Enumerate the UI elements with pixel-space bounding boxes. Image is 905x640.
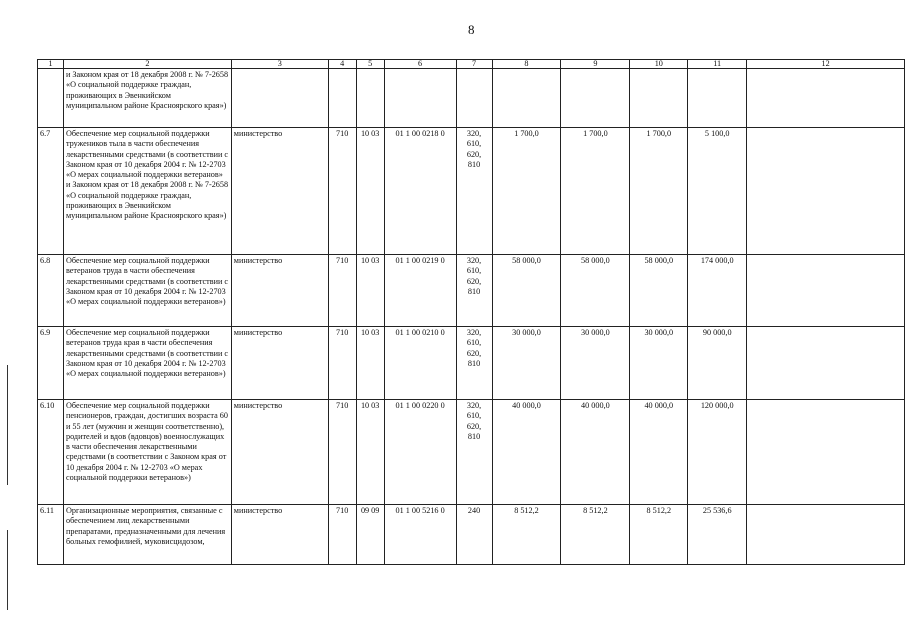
row-executor: министерство: [231, 255, 328, 327]
table-row: [38, 400, 905, 505]
row-name: Обеспечение мер социальной поддержки пенсионеров, граждан, достигших возраста 60 и 55 лет (мужчин и женщин соответственно), родителей и вдов (вдовцов) военнослужащих в части обеспечения лекарственными средствами (в соответствии с Законом края от 10 декабря 2004 г. № 12-2703 «О мерах социальной поддержки ветеранов»): [63, 400, 231, 505]
row-value-col10: 58 000,0: [630, 255, 688, 327]
row-value-col8: 30 000,0: [492, 327, 561, 400]
row-value-col10: 8 512,2: [630, 505, 688, 565]
row-rzpr: 10 03: [356, 327, 384, 400]
vr-code: 320,: [466, 328, 482, 337]
column-header: 10: [630, 60, 688, 69]
row-grbs: 710: [328, 128, 356, 255]
row-executor: министерство: [231, 128, 328, 255]
row-vr: [456, 400, 492, 505]
row-value-col8: [492, 69, 561, 128]
margin-line-lower: [7, 530, 8, 610]
row-value-col9: 58 000,0: [561, 255, 630, 327]
column-header: 6: [384, 60, 456, 69]
vr-code: 620,: [466, 276, 482, 286]
row-vr: [456, 128, 492, 255]
row-number: 6.9: [38, 327, 64, 400]
column-header: 8: [492, 60, 561, 69]
row-rzpr: 10 03: [356, 400, 384, 505]
vr-code: 620,: [466, 421, 482, 431]
row-value-col11: 25 536,6: [688, 505, 747, 565]
budget-table: [37, 59, 905, 565]
row-csr: 01 1 00 0219 0: [384, 255, 456, 327]
row-value-col12: [747, 69, 905, 128]
row-value-col10: [630, 69, 688, 128]
row-name: Обеспечение мер социальной поддержки ветеранов труда края в части обеспечения лекарственными средствами (в соответствии с Законом края от 10 декабря 2004 г. № 12-2703 «О мерах социальной поддержки ветеранов»): [63, 327, 231, 400]
vr-code: 610,: [466, 338, 482, 348]
vr-code: 810: [467, 358, 481, 368]
row-csr: 01 1 00 0210 0: [384, 327, 456, 400]
row-csr: 01 1 00 5216 0: [384, 505, 456, 565]
row-value-col8: 1 700,0: [492, 128, 561, 255]
row-vr: [456, 505, 492, 565]
row-executor: министерство: [231, 400, 328, 505]
row-grbs: 710: [328, 505, 356, 565]
row-value-col9: 8 512,2: [561, 505, 630, 565]
vr-code: 620,: [466, 348, 482, 358]
vr-code: 620,: [466, 149, 482, 159]
vr-code: 610,: [466, 411, 482, 421]
vr-code: 320,: [466, 256, 482, 265]
row-grbs: 710: [328, 255, 356, 327]
vr-code: 810: [467, 159, 481, 169]
table-row: [38, 255, 905, 327]
column-header: 4: [328, 60, 356, 69]
row-rzpr: 09 09: [356, 505, 384, 565]
vr-code: 240: [467, 506, 481, 515]
row-executor: министерство: [231, 505, 328, 565]
vr-code: 610,: [466, 139, 482, 149]
header-row: [38, 60, 905, 69]
row-value-col12: [747, 400, 905, 505]
row-number: 6.11: [38, 505, 64, 565]
table-row: [38, 128, 905, 255]
row-value-col11: 174 000,0: [688, 255, 747, 327]
row-executor: [231, 69, 328, 128]
column-header: 2: [63, 60, 231, 69]
row-value-col12: [747, 505, 905, 565]
table-row: [38, 505, 905, 565]
column-header: 11: [688, 60, 747, 69]
row-csr: [384, 69, 456, 128]
row-value-col9: 40 000,0: [561, 400, 630, 505]
row-name: и Законом края от 18 декабря 2008 г. № 7-2658 «О социальной поддержке граждан, проживающих в Эвенкийском муниципальном районе Красноярского края»): [63, 69, 231, 128]
row-name: Организационные мероприятия, связанные с обеспечением лиц лекарственными препаратами, предназначенными для лечения больных гемофилией, муковисцидозом,: [63, 505, 231, 565]
row-rzpr: [356, 69, 384, 128]
row-rzpr: 10 03: [356, 128, 384, 255]
row-value-col11: 5 100,0: [688, 128, 747, 255]
row-number: 6.10: [38, 400, 64, 505]
row-value-col8: 58 000,0: [492, 255, 561, 327]
row-name: Обеспечение мер социальной поддержки тружеников тыла в части обеспечения лекарственными средствами (в соответствии с Законом края от 10 декабря 2004 г. № 12-2703 «О мерах социальной поддержки ветеранов» и Законом края от 18 декабря 2008 г. № 7-2658 «О социальной поддержке граждан, проживающих в Эвенкийском муниципальном районе Красноярского края»): [63, 128, 231, 255]
table-row: [38, 69, 905, 128]
column-header: 1: [38, 60, 64, 69]
row-value-col12: [747, 255, 905, 327]
row-vr: [456, 327, 492, 400]
row-value-col10: 40 000,0: [630, 400, 688, 505]
row-value-col9: [561, 69, 630, 128]
vr-code: 320,: [466, 401, 482, 410]
column-header: 5: [356, 60, 384, 69]
vr-code: 810: [467, 431, 481, 441]
row-csr: 01 1 00 0218 0: [384, 128, 456, 255]
row-number: 6.8: [38, 255, 64, 327]
row-value-col11: 120 000,0: [688, 400, 747, 505]
row-grbs: [328, 69, 356, 128]
page-number: 8: [468, 22, 475, 37]
row-number: 6.7: [38, 128, 64, 255]
row-value-col12: [747, 327, 905, 400]
row-value-col12: [747, 128, 905, 255]
column-header: 9: [561, 60, 630, 69]
row-value-col11: [688, 69, 747, 128]
vr-code: 810: [467, 286, 481, 296]
column-header: 7: [456, 60, 492, 69]
row-vr: [456, 255, 492, 327]
row-grbs: 710: [328, 327, 356, 400]
row-value-col8: 8 512,2: [492, 505, 561, 565]
row-value-col8: 40 000,0: [492, 400, 561, 505]
row-number: [38, 69, 64, 128]
row-value-col10: 30 000,0: [630, 327, 688, 400]
column-header: 12: [747, 60, 905, 69]
row-grbs: 710: [328, 400, 356, 505]
row-name: Обеспечение мер социальной поддержки ветеранов труда в части обеспечения лекарственными средствами (в соответствии с Законом края от 10 декабря 2004 г. № 12-2703 «О мерах социальной поддержки ветеранов»): [63, 255, 231, 327]
row-executor: министерство: [231, 327, 328, 400]
table-row: [38, 327, 905, 400]
row-value-col9: 30 000,0: [561, 327, 630, 400]
row-value-col10: 1 700,0: [630, 128, 688, 255]
row-rzpr: 10 03: [356, 255, 384, 327]
row-vr: [456, 69, 492, 128]
vr-code: 610,: [466, 266, 482, 276]
row-value-col9: 1 700,0: [561, 128, 630, 255]
margin-line-upper: [7, 365, 8, 485]
column-header: 3: [231, 60, 328, 69]
row-csr: 01 1 00 0220 0: [384, 400, 456, 505]
vr-code: 320,: [466, 129, 482, 138]
row-value-col11: 90 000,0: [688, 327, 747, 400]
